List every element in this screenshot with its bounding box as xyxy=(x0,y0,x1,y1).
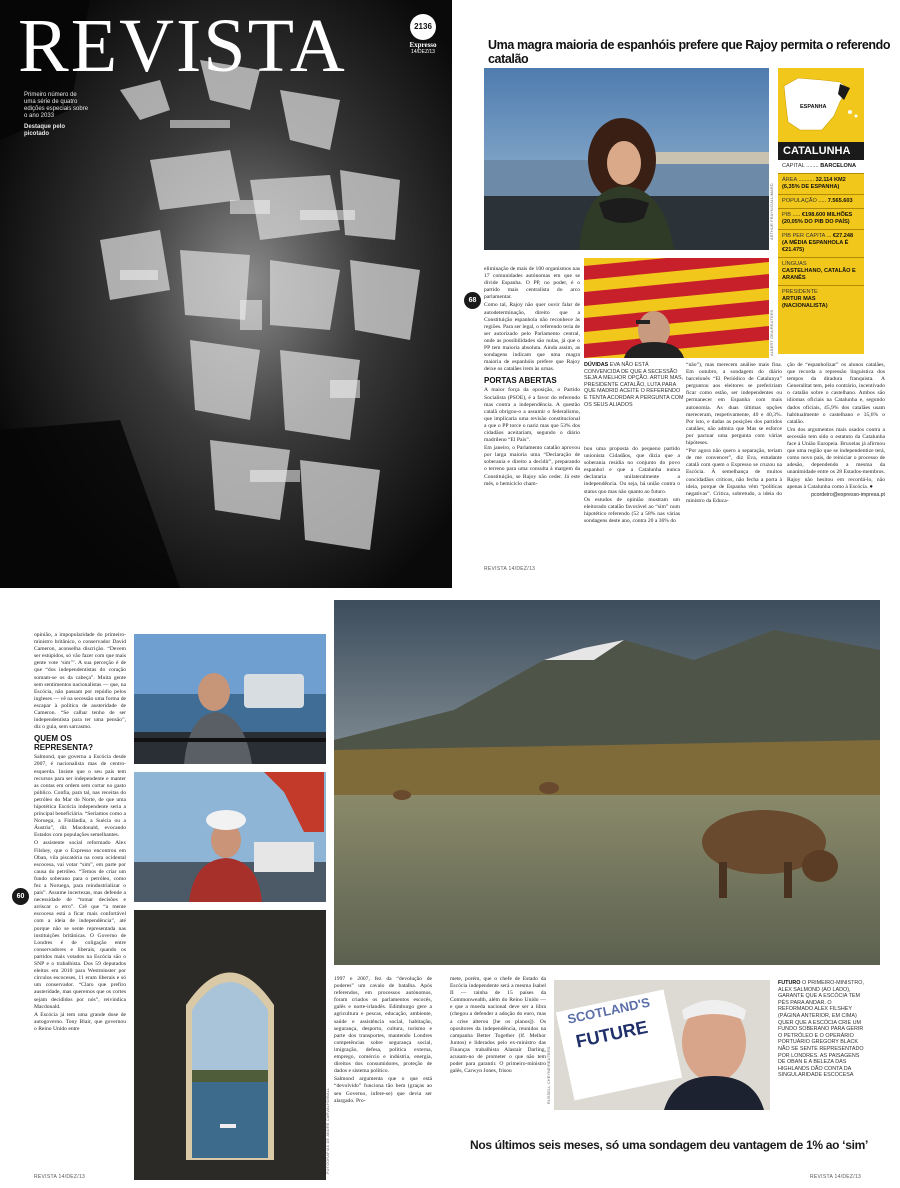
badge-number: 2136 xyxy=(410,14,436,40)
paragraph: eliminação de mais de 100 organismos nas 17 comunidades autónomas em que se divide Espanha. O PP, no poder, é o partido mais centralista do arco parlamentar. xyxy=(484,266,580,301)
photo-gregory-black xyxy=(134,772,326,902)
photo-credit-bottom: FOTOGRAFIAS DE ANDRÉ CARVALHO/BALL xyxy=(326,1087,330,1174)
fact-capital: CAPITAL ........ BARCELONA xyxy=(778,160,864,173)
photo-highlands-cows xyxy=(334,600,880,965)
fact-area: ÁREA .......... 32.114 KM2 (6,35% DE ESPANHA) xyxy=(778,173,864,194)
badge-date: 14/DEZ/13 xyxy=(411,49,435,55)
badge-brand: Expresso xyxy=(409,41,437,49)
paragraph: Salmond argumenta que o que está “devolvido” funciona tão bem (graças ao seu Governo, infere-se) que devia ser alargado. Pro- xyxy=(334,1076,432,1104)
section-heading: QUEM OS REPRESENTA? xyxy=(34,734,93,753)
photo-artur-mas-flags xyxy=(584,258,769,358)
page-60-spread xyxy=(0,594,900,1188)
photo-alex-filshey xyxy=(134,634,326,764)
caption-duvidas xyxy=(584,362,684,408)
paragraph: Salmond, que governa a Escócia desde 2007, é nacionalista mas de centro-esquerda. Insiste que o seu país tem recursos para ser independente e manter as contas em ordem sem cortar no gasto público. Confia, para tal, nas receitas do petróleo do Mar do Norte, de que uma hipotética Escócia independente seria a principal beneficiária. “Seríamos como a Noruega, a Finlândia, a Suécia ou a Áustria”, diz Macdonald, evocando Estados com populações semelhantes. xyxy=(34,754,126,839)
folio-right: REVISTA 14/DEZ/13 xyxy=(810,1174,862,1180)
cover-blurb: Primeiro número de uma série de quatro edições especiais sobre o ano 2033 xyxy=(24,92,89,119)
fact-languages: LÍNGUAS CASTELHANO, CATALÃO E ARANÊS xyxy=(778,257,864,285)
caption-text: EVA NÃO ESTÁ CONVENCIDA DE QUE A SECESSÃO SEJA A MELHOR OPÇÃO. ARTUR MAS, PRESIDENTE CATALÃO, LUTA PARA QUE MADRID ACEITE O REFERENDO E TENTA ACORDAR A PERGUNTA COM OS SEUS ALIADOS xyxy=(584,362,684,408)
paragraph: ção de “espanholizar” os alunos catalães, que recorda a repressão linguística dos tempos da ditadura franquista. A Generalitat tem, pelo contrário, incentivado o catalão sobre o castelhano. Ambos são idiomas oficiais na Catalunha e, segundo dados oficiais, 45,9% dos catalães usam habitualmente o castelhano e 35,6% o catalão. xyxy=(787,362,885,425)
paragraph: bou uma proposta do pequeno partido unionista Cidadãos, que dizia que a soberania residia no conjunto do povo espanhol e que a Catalunha nunca declararia unilateralmente a independência. Ou seja, há união contra o status quo mas não quanto ao futuro. xyxy=(584,446,680,495)
paragraph: opinião, a impopularidade do primeiro-ministro britânico, o conservador David Cameron, aconselha discrição. “Devem ser estúpidos, só vão fazer com que mais gente vote ‘sim’”. A sua perceção é de que “dos independentistas do coração somam-se os da cabeça”. Muita gente sem sentimentos nacionalistas — que, na Escócia, não passam por repúdio pelos ingleses — vê na secessão uma forma de escapar à política de austeridade de Cameron. “Se calhar tenho de ser independentista para ter uma pensão”, diz o guia, sem sarcasmo. xyxy=(34,632,126,731)
photo-credit-1: ARTHUR FRAYN/GALLIMARD xyxy=(770,183,774,240)
paragraph: “Por agora não quero a separação, teriam de me convencer”, diz Eva, estudante catalã com quem o Expresso se cruzou na Escócia. À semelhança de muitos concidadãos críticos, não fecha a porta à ideia, porque de Espanha vêm “políticas negativas”. Critica, sobretudo, a ideia do ministro da Educa- xyxy=(686,448,782,504)
caption-title: FUTURO xyxy=(778,980,801,986)
factbox-title: CATALUNHA xyxy=(778,142,864,160)
page-number-60: 60 xyxy=(12,888,29,905)
article-column-1 xyxy=(484,266,580,561)
article-column-b xyxy=(334,976,432,1166)
page-number-68: 68 xyxy=(464,292,481,309)
cover-issue-badge xyxy=(402,14,444,55)
cover-sculpture-art xyxy=(0,0,452,588)
sign-future: FUTURE xyxy=(574,1016,650,1052)
article-column-3 xyxy=(686,362,782,562)
sign-scotlands: SCOTLAND'S xyxy=(566,994,652,1027)
paragraph: Os estudos de opinião mostram um eleitorado catalão favorável ao “sim” num hipotético referendo (52 a 58% nas várias sondagens deste ano, contra 20 a 36% do xyxy=(584,496,680,524)
pull-quote: Nos últimos seis meses, só uma sondagem deu vantagem de 1% ao ‘sim’ xyxy=(470,1138,869,1152)
cover-highlight: Destaque pelo picotado xyxy=(24,124,66,137)
factbox-catalunha xyxy=(778,68,864,354)
fact-president: PRESIDENTE ARTUR MAS (NACIONALISTA) xyxy=(778,285,864,313)
caption-futuro xyxy=(778,980,868,1079)
caption-title: DÚVIDAS xyxy=(584,362,609,368)
article-column-a xyxy=(34,632,126,1172)
photo-credit-2: ALBERT GEA/REUTERS xyxy=(770,309,774,356)
paragraph: Um dos argumentos mais usados contra a secessão tem sido o estatuto da Catalunha face à União Europeia. Bruxelas já afirmou que uma região que se independentize terá, como novo país, de reiniciar o processo de adesão, dependendo a mesma da unanimidade entre os 28 Estados-membros. Rajoy não hesitou em recordá-lo, não apenas à Catalunha como à Escócia. ● xyxy=(787,426,885,490)
caption-text: O PRIMEIRO-MINISTRO, ALEX SALMOND (AO LADO), GARANTE QUE A ESCÓCIA TEM PÉS PARA ANDAR. O REFORMADO ALEX FILSHEY (PÁGINA ANTERIOR, EM CIMA) QUER QUE A ESCÓCIA CRIE UM FUNDO SOBERANO PARA GERIR O PETRÓLEO E O OPERÁRIO PORTUÁRIO GREGORY BLACK NÃO SE SENTE REPRESENTADO POR LONDRES. AS PAISAGENS DE OBAN E A BELEZA DAS HIGHLANDS DÃO CONTA DA SINGULARIDADE ESCOCESA xyxy=(778,980,864,1079)
fact-gdp: PIB ..... €198.600 MILHÕES (20,05% DO PIB DO PAÍS) xyxy=(778,208,864,229)
fact-population: POPULAÇÃO ..... 7.565.603 xyxy=(778,194,864,208)
paragraph: O assistente social reformado Alex Filshey, que o Expresso encontrou em Oban, vila piscatória na costa ocidental escocesa, vai votar “sim”, em parte por causa do petróleo. “Temos de criar um fundo soberano para o petróleo, como fez a Noruega, para reindustrializar o país”. Assume incertezas, mas defende a necessidade de “tomar decisões e arriscar o erro”. Crê que “a mente escocesa está a ficar mais confortável com a ideia de independência”, até porque não se sente representada nas instituições britânicas. O Governo de Londres é de coligação entre conservadores e liberais, quando os partidos mais votados na Escócia são o SNP e o trabalhista. Dos 59 deputados eleitos em 2010 para Westminster por círculos escoceses, 11 eram liberais e só um conservador. “Claro que prefiro austeridade, mas queremos que os cortes sejam decididos por nós”, reivindica Macdonald. xyxy=(34,840,126,1010)
author-email: pcordeiro@expresso-impresa.pt xyxy=(811,491,885,498)
page-68-headline: Uma magra maioria de espanhóis prefere que Rajoy permita o referendo catalão xyxy=(488,38,891,66)
folio-left: REVISTA 14/DEZ/13 xyxy=(34,1174,86,1180)
paragraph: 1997 e 2007, fez da “devolução de poderes” um cavalo de batalha. Após referendos, em processos autónomos, foram criados os parlamentos escocês, galês e norte-irlandês. Edimburgo gere a agricultura e pescas, educação, ambiente, saúde e assistência social, habitação, segurança, desporto, cultura, turismo e parte dos transportes, mantendo Londres competências sobre segurança social, imigração, defesa, política externa, emprego, comércio e indústria, energia, direitos dos consumidores, proteção de dados e sistema político. xyxy=(334,976,432,1075)
cover-masthead: REVISTA xyxy=(18,4,347,88)
page-68 xyxy=(452,0,900,588)
article-column-4 xyxy=(787,362,885,562)
paragraph: A Escócia já tem uma grande dose de autogoverno. Tony Blair, que governou o Reino Unido entre xyxy=(34,1011,126,1032)
map-label: ESPANHA xyxy=(800,104,827,110)
photo-eva xyxy=(484,68,769,250)
section-heading: PORTAS ABERTAS xyxy=(484,376,557,386)
article-column-c xyxy=(450,976,546,1136)
paragraph: mete, porém, que o chefe de Estado da Escócia independente será a mesma Isabel II — rainha de 15 países da Commonwealth, além do Reino Unido — e que a moeda nacional deve ser a libra (chegou a defender a adoção do euro, mas a crise alterou [he os planos]). Os opositores da independência, reunidos na campanha Better Together (lf. Melhor Juntos) e liderados pelo ex-ministro das Finanças trabalhista Alastair Darling, acusam-no de prometer o que não tem poder para garantir. O primeiro-ministro galês, Carwyn Jones, frisou xyxy=(450,976,546,1075)
article-column-2 xyxy=(584,446,680,561)
factbox-rows xyxy=(778,160,864,313)
folio-page-68: REVISTA 14/DEZ/13 xyxy=(484,566,536,572)
paragraph: Em janeiro, o Parlamento catalão aprovou por larga maioria uma “Declaração de soberania e direito a decidir”, preparando o terreno para uma consulta à margem da Constituição, se Rajoy não ceder. Já este mês, o hemiciclo cham- xyxy=(484,445,580,487)
photo-window-oban xyxy=(134,910,326,1180)
photo-credit-salmond: RUSSELL CHEYNE/REUTERS xyxy=(547,1046,551,1104)
paragraph: Como tal, Rajoy não quer ouvir falar de autodeterminação, direito que a Constituição espanhola não reconhece às regiões. Para ser legal, o referendo teria de ser autorizado pelo Parlamento central, onde as possibilidades são nulas, já que o PP tem maioria absoluta. Ainda assim, as sondagens indicam que uma magra maioria de espanhóis prefere que Rajoy deixe os catalães irem às urnas. xyxy=(484,302,580,373)
cover xyxy=(0,0,452,588)
paragraph: A maior força da oposição, o Partido Socialista (PSOE), é a favor do referendo mas contra a independência. A questão catalã obrigou-o a assumir o federalismo, que implicaria uma revisão constitucional a que o PP torce o nariz mas que 53% dos cidadãos aceitariam, segundo o diário madrileno “El País”. xyxy=(484,387,580,444)
fact-gdp-per-capita: PIB PER CAPITA ... €27.248 (A MÉDIA ESPANHOLA É €21.475) xyxy=(778,229,864,257)
paragraph: “não”), mas merecem análise mais fina. Em outubro, a sondagem do diário barcelonês “El Periódico de Catalunya” perguntou aos eleitores se prefeririam ficar como estão, ser independentes ou permanecer em Espanha com mais autonomia. As duas últimas opções mereceram, respetivamente, 40 e 40,3%. Por isto, e dadas as posições dos partidos catalães, não admira que Mas se esforce por pactuar uma pergunta com várias hipóteses. xyxy=(686,362,782,447)
